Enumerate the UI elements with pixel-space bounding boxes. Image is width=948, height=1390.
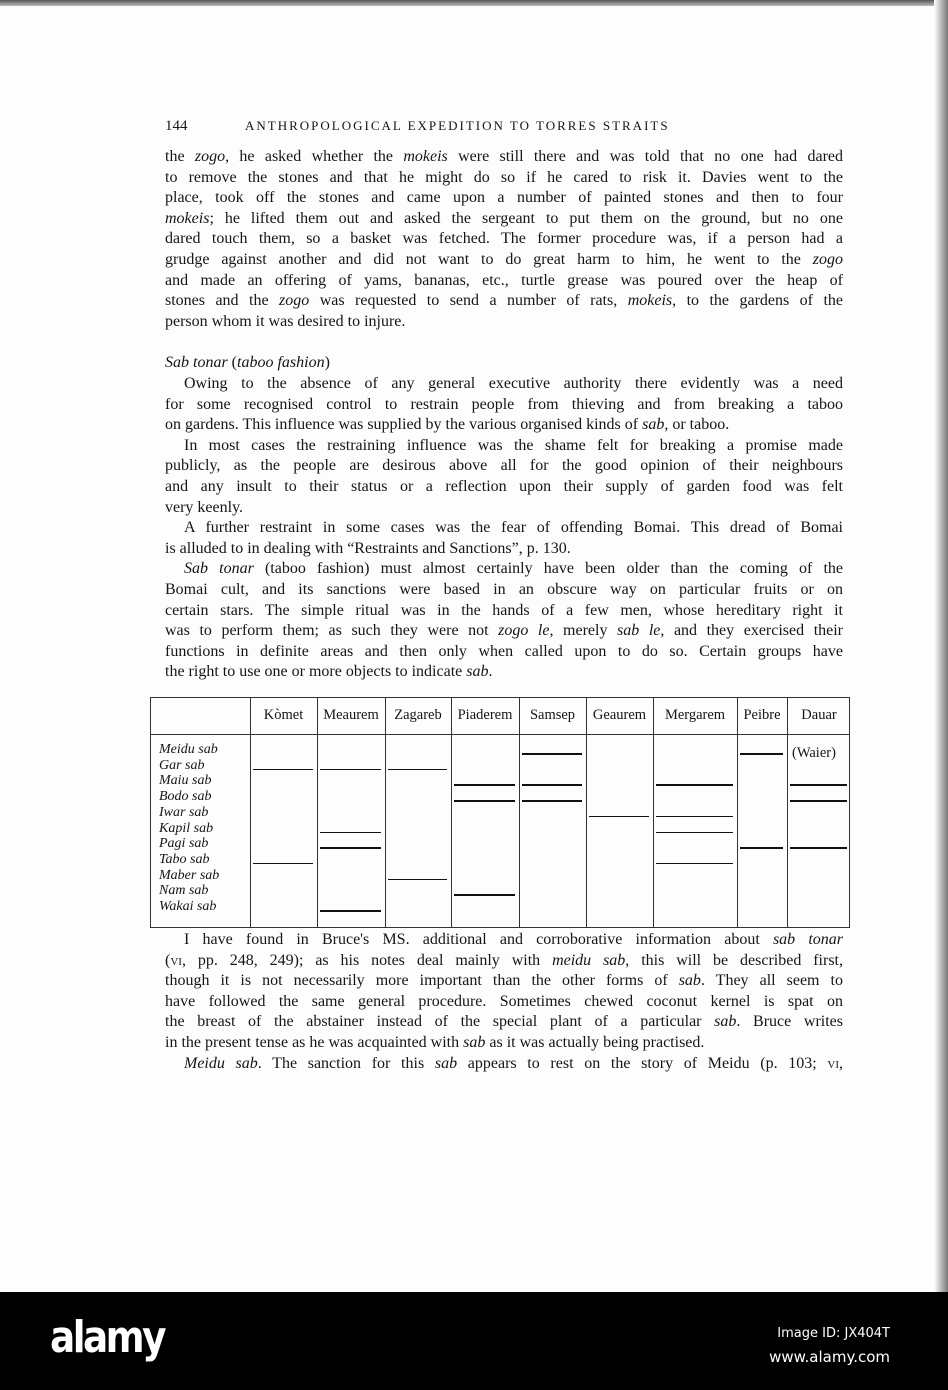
membership-line (790, 800, 847, 802)
row-label: Iwar sab (159, 804, 209, 820)
running-title: ANTHROPOLOGICAL EXPEDITION TO TORRES STRAITS (245, 118, 670, 133)
membership-line (388, 879, 447, 881)
membership-line (253, 769, 313, 771)
text-run: appears to rest on the story of Meidu (p. 103; (457, 1054, 828, 1072)
text-line (165, 498, 843, 518)
text-run: , pp. 248, 249); as his notes deal mainly with (181, 951, 553, 969)
text-line (165, 456, 843, 476)
text-line (165, 1012, 843, 1032)
text-line (165, 415, 843, 435)
text-run: , (839, 1054, 843, 1072)
column-header: Zagareb (394, 707, 442, 723)
dauar-note: (Waier) (792, 745, 836, 761)
column-divider (451, 698, 452, 927)
membership-line (454, 894, 515, 896)
text-line (184, 559, 843, 579)
text-line (165, 621, 843, 641)
column-header: Samsep (529, 707, 576, 723)
text-run: place, took off the stones and came upon a number of painted stones and then to four (165, 189, 843, 207)
text-run: Owing to the absence of any general executive authority there evidently was a need (184, 375, 843, 392)
row-label: Gar sab (159, 757, 205, 773)
text-line (165, 229, 843, 249)
text-line (165, 395, 843, 415)
membership-line (740, 847, 783, 849)
membership-line (320, 910, 381, 912)
text-run: were still there and was told that no one had dared (447, 148, 844, 165)
column-divider (317, 698, 318, 927)
column-divider (787, 698, 788, 927)
text-run: (taboo fashion) must almost certainly have been older than the coming of the (253, 560, 844, 578)
text-line (165, 209, 843, 229)
row-label: Pagi sab (159, 836, 209, 852)
sab-table (150, 697, 850, 928)
column-header: Meaurem (323, 707, 379, 723)
italic-run: sab (434, 1054, 458, 1072)
text-run: the breast of the abstainer instead of the special plant of a particular (165, 1013, 715, 1031)
membership-line (656, 863, 733, 865)
text-line (184, 930, 843, 950)
text-run: is alluded to in dealing with “Restraints and Sanctions”, p. 130. (165, 539, 571, 557)
membership-line (522, 753, 582, 755)
text-run: , this will be described first, (625, 951, 844, 969)
text-run: , he asked whether the (225, 148, 404, 165)
italic-run: Sab tonar (184, 560, 254, 578)
membership-line (740, 753, 783, 755)
text-run: Bomai cult, and its sanctions were based in an obscure way on particular fruits or on (165, 581, 843, 598)
italic-run: mokeis (627, 292, 673, 310)
column-header: Peibre (743, 707, 781, 723)
membership-line (656, 816, 733, 818)
text-run: ( (227, 354, 237, 372)
text-run: ( (165, 951, 171, 969)
italic-run: sab (466, 663, 489, 681)
site-url[interactable]: www.alamy.com (769, 1348, 890, 1366)
text-run: grudge against another and did not want to do great harm to him, he went to the (165, 251, 813, 268)
membership-line (522, 784, 582, 786)
text-run: In most cases the restraining influence was the shame felt for breaking a promise made (184, 436, 843, 454)
italic-run: mokeis (165, 209, 210, 227)
column-header: Dauar (801, 707, 837, 723)
text-line (165, 188, 843, 208)
text-run: have followed the same general procedure. Sometimes chewed coconut kernel is spat on (165, 992, 843, 1010)
text-line (165, 601, 843, 621)
text-run: was requested to send a number of rats, (309, 292, 628, 310)
italic-run: taboo fashion (237, 354, 325, 372)
row-label: Maber sab (159, 867, 220, 883)
membership-line (454, 784, 515, 786)
italic-run: sab le (617, 622, 661, 640)
text-run: though it is not necessarily more important than the other forms of (165, 972, 679, 990)
image-id: Image ID: JX404T (777, 1326, 890, 1341)
scan-edge-right (934, 0, 948, 1292)
membership-line (656, 832, 733, 834)
text-run: I have found in Bruce's MS. additional and corroborative information about (184, 931, 773, 948)
column-header: Kòmet (263, 707, 304, 723)
row-label: Wakai sab (159, 899, 217, 914)
row-label: Nam sab (159, 883, 209, 899)
text-run: person whom it was desired to injure. (165, 312, 406, 330)
text-run: very keenly. (165, 498, 244, 516)
text-line (165, 168, 843, 188)
smallcaps-run: vi (170, 951, 182, 969)
text-line (165, 642, 843, 662)
membership-line (320, 832, 381, 834)
text-line (184, 1054, 843, 1074)
italic-run: sab (463, 1034, 486, 1051)
text-line (165, 971, 843, 991)
text-line (184, 518, 843, 538)
text-run: functions in definite areas and then only when called upon to do so. Certain groups have (165, 642, 843, 660)
watermark-footer (0, 1292, 948, 1390)
membership-line (522, 800, 582, 802)
text-line (165, 477, 843, 497)
text-run: the (165, 148, 195, 165)
italic-run: zogo (279, 292, 310, 310)
text-run: as it was actually being practised. (485, 1034, 705, 1051)
text-run: for some recognised control to restrain people from thieving and from breaking a taboo (165, 395, 843, 413)
scan-edge-top (0, 0, 948, 6)
italic-run: zogo (194, 148, 226, 165)
text-run: certain stars. The simple ritual was in the hands of a few men, whose hereditary right it (165, 601, 843, 619)
italic-run: zogo (812, 251, 843, 268)
membership-line (388, 769, 447, 771)
text-line (165, 662, 843, 682)
column-divider (737, 698, 738, 927)
text-line (165, 271, 843, 291)
text-run: and made an offering of yams, bananas, etc., turtle grease was poured over the heap of (165, 271, 843, 289)
column-divider (250, 698, 251, 927)
text-run: to remove the stones and that he might do so if he cared to risk it. Davies went to the (165, 168, 843, 186)
column-divider (586, 698, 587, 927)
italic-run: Sab tonar (165, 354, 228, 372)
text-run: . They all seem to (700, 972, 843, 990)
text-run: , to the gardens of the (672, 292, 844, 310)
membership-line (320, 769, 381, 771)
text-run: was to perform them; as such they were not (165, 622, 499, 640)
text-run: on gardens. This influence was supplied by the various organised kinds of (165, 416, 643, 434)
italic-run: zogo le (498, 622, 550, 640)
text-line (165, 951, 843, 971)
text-line (184, 436, 843, 456)
text-run: ) (324, 354, 330, 372)
row-label: Meidu sab (159, 742, 218, 757)
column-header: Mergarem (664, 707, 726, 723)
membership-line (656, 784, 733, 786)
italic-run: meidu sab (552, 951, 626, 969)
text-line (165, 992, 843, 1012)
row-label: Kapil sab (159, 820, 214, 836)
italic-run: mokeis (403, 148, 448, 165)
column-divider (519, 698, 520, 927)
text-run: and any insult to their status or a reflection upon their supply of garden food was felt (165, 478, 843, 495)
text-run: ; he lifted them out and asked the sergeant to put them on the ground, but no one (209, 209, 843, 227)
text-line (165, 291, 843, 311)
membership-line (320, 847, 381, 849)
header-divider (151, 734, 849, 735)
text-line (165, 250, 843, 270)
text-run: dared touch them, so a basket was fetched. The former procedure was, if a person had a (165, 230, 843, 248)
text-run: . (488, 663, 493, 681)
row-label: Maiu sab (159, 773, 212, 789)
italic-run: sab (642, 416, 665, 434)
membership-line (790, 784, 847, 786)
membership-line (589, 816, 649, 818)
smallcaps-run: vi (827, 1054, 839, 1072)
row-label: Tabo sab (159, 851, 210, 867)
column-header: Geaurem (592, 707, 647, 723)
column-divider (385, 698, 386, 927)
italic-run: Meidu sab (184, 1054, 258, 1072)
italic-run: sab tonar (772, 931, 844, 948)
row-label: Bodo sab (159, 789, 212, 805)
text-run: publicly, as the people are desirous above all for the good opinion of their neighbours (165, 457, 843, 475)
text-line (165, 147, 843, 167)
text-run: . The sanction for this (257, 1054, 435, 1072)
text-line (165, 539, 843, 559)
text-line (165, 1033, 843, 1053)
text-line (165, 580, 843, 600)
page-number: 144 (165, 118, 188, 134)
text-run: . Bruce writes (736, 1013, 843, 1031)
italic-run: sab (678, 972, 701, 990)
membership-line (454, 800, 515, 802)
membership-line (790, 847, 847, 849)
text-run: the right to use one or more objects to indicate (165, 663, 467, 681)
text-run: stones and the (165, 292, 280, 310)
text-run: in the present tense as he was acquainted with (165, 1034, 464, 1051)
text-run: A further restraint in some cases was the fear of offending Bomai. This dread of Bomai (184, 519, 843, 537)
italic-run: sab (714, 1013, 737, 1031)
text-run: , merely (549, 622, 618, 640)
text-line (184, 374, 843, 394)
text-run: , or taboo. (664, 416, 730, 434)
text-run: , and they exercised their (660, 622, 844, 640)
text-line (165, 312, 843, 332)
column-header: Piaderem (457, 707, 513, 723)
membership-line (253, 863, 313, 865)
section-heading (165, 353, 843, 373)
column-divider (653, 698, 654, 927)
alamy-logo: alamy (50, 1312, 164, 1363)
